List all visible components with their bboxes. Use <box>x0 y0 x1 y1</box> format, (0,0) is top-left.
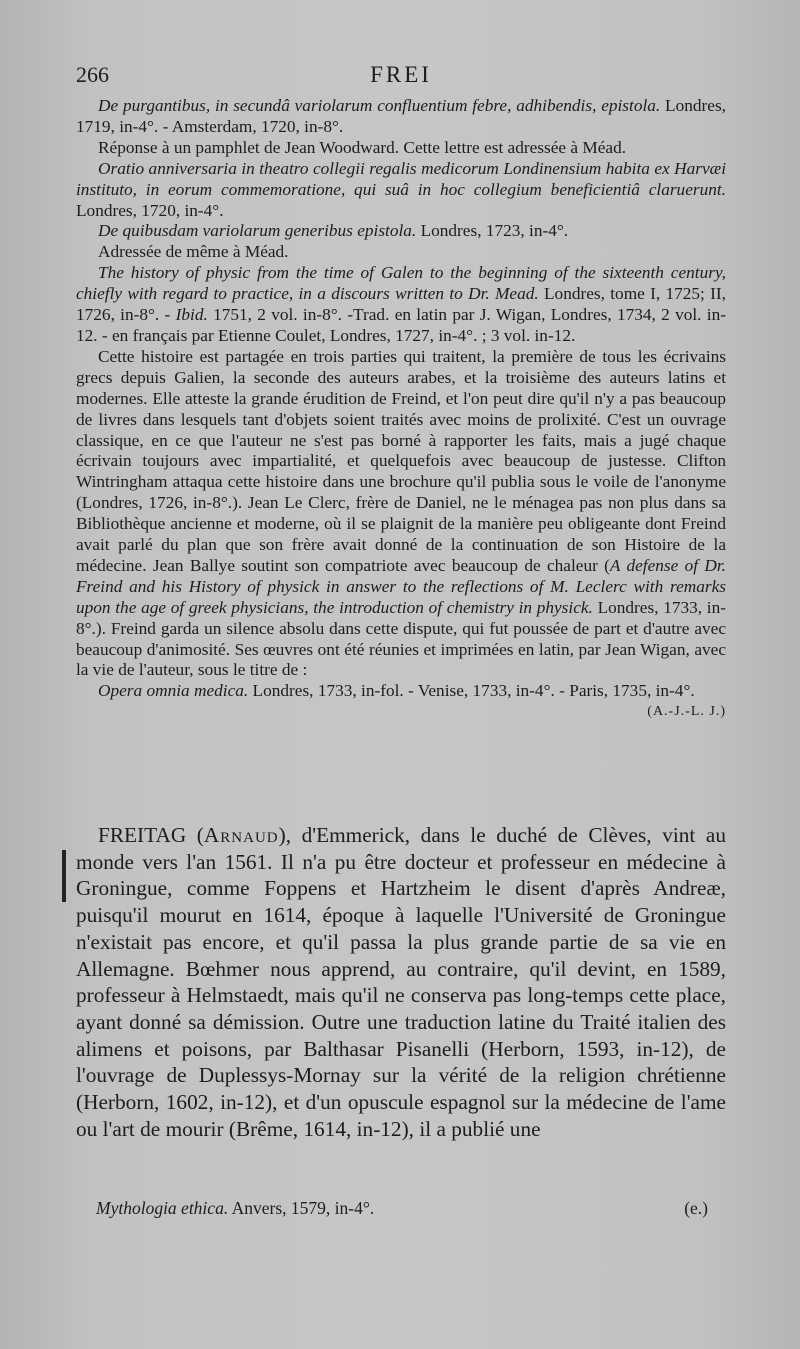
bibliography-entry: Oratio anniversaria in theatro collegii regalis medicorum Londinensium habita ex Harvæi instituto, in eorum commemoratione, qui suâ in hoc collegium beneficientiâ claruerunt. Londres, 1720, in-4°. <box>76 158 726 220</box>
footer-entry: Mythologia ethica. Anvers, 1579, in-4°. <box>96 1198 375 1218</box>
freitag-article <box>76 822 726 1142</box>
entry-first-name: Arnaud <box>203 823 279 847</box>
freitag-paragraph: FREITAG (Arnaud), d'Emmerick, dans le duché de Clèves, vint au monde vers l'an 1561. Il n'a pu être docteur et professeur en médecine à Groningue, comme Foppens et Hartzheim le disent d'après Andreæ, puisqu'il mourut en 1614, époque à laquelle l'Université de Groningue n'existait pas encore, et qu'il passa la plus grande partie de sa vie en Allemagne. Bœhmer nous apprend, au contraire, qu'il devint, en 1589, professeur à Helmstaedt, mais qu'il ne conserva pas long-temps cette place, ayant donné sa démission. Outre une traduction latine du Traité italien des alimens et poisons, par Balthasar Pisanelli (Herborn, 1593, in-12), de l'ouvrage de Duplessys-Mornay sur la vérité de la religion chrétienne (Herborn, 1602, in-12), et d'un opuscule espagnol sur la médecine de l'ame ou l'art de mourir (Brême, 1614, in-12), il a publié une <box>76 823 726 1141</box>
history-commentary: Cette histoire est partagée en trois parties qui traitent, la première de tous les écrivains grecs depuis Galien, la seconde des auteurs arabes, et la troisième des auteurs latins et modernes. Elle atteste la grande érudition de Freind, et l'on peut dire qu'il n'y a pas beaucoup de livres dans lesquels tant d'objets soient traités avec moins de prolixité. C'est un ouvrage classique, en ce que l'auteur ne s'est pas borné à rapporter les faits, mais a jugé chaque écrivain toujours avec impartialité, et quelquefois avec beaucoup de justesse. Clifton Wintringham attaqua cette histoire dans une brochure qu'il publia sous le voile de l'anonyme (Londres, 1726, in-8°.). Jean Le Clerc, frère de Daniel, ne le ménagea pas non plus dans sa Bibliothèque ancienne et moderne, où il se plaignit de la manière peu obligeante dont Freind avait parlé du plan que son frère avait donné de la continuation de son Histoire de la médecine. Jean Ballye soutint son compatriote avec beaucoup de chaleur (A defense of Dr. Freind and his History of physick in answer to the reflections of M. Leclerc with remarks upon the age of greek physicians, the introduction of chemistry in physick. Londres, 1733, in-8°.). Freind garda un silence absolu dans cette dispute, qui fut poussée de part et d'autre avec beaucoup d'animosité. Ses œuvres ont été réunies et imprimées en latin, par Jean Wigan, avec la vie de l'auteur, sous le titre de : <box>76 346 726 680</box>
running-head: FREI <box>370 62 432 87</box>
bibliography-note: Adressée de même à Méad. <box>98 242 289 262</box>
signature-mark: (e.) <box>684 1198 708 1218</box>
entry-name: FREITAG <box>98 823 187 847</box>
bibliography-entry: The history of physic from the time of Galen to the beginning of the sixteenth century, chiefly with regard to practice, in a discours written to Dr. Mead. Londres, tome I, 1725; II, 1726, in-8°. - Ibid. 1751, 2 vol. in-8°. -Trad. en latin par J. Wigan, Londres, 1734, 2 vol. in-12. - en français par Etienne Coulet, Londres, 1727, in-4°. ; 3 vol. in-12. <box>76 263 726 345</box>
bibliography-entry: De quibusdam variolarum generibus epistola. Londres, 1723, in-4°. <box>98 221 569 241</box>
bibliography-entry: Opera omnia medica. Londres, 1733, in-fol. - Venise, 1733, in-4°. - Paris, 1735, in-4°. <box>98 681 695 701</box>
bibliography-entry: De purgantibus, in secundâ variolarum confluentium febre, adhibendis, epistola. Londres, 1719, in-4°. - Amsterdam, 1720, in-8°. <box>76 96 726 136</box>
freind-bibliography <box>76 96 726 723</box>
author-signature: (A.-J.-L. J.) <box>647 704 726 720</box>
page-number: 266 <box>76 62 109 87</box>
bibliography-note: Réponse à un pamphlet de Jean Woodward. Cette lettre est adressée à Méad. <box>98 137 627 157</box>
margin-mark <box>62 850 66 902</box>
page-footer <box>96 1198 708 1219</box>
page-header <box>76 62 726 92</box>
